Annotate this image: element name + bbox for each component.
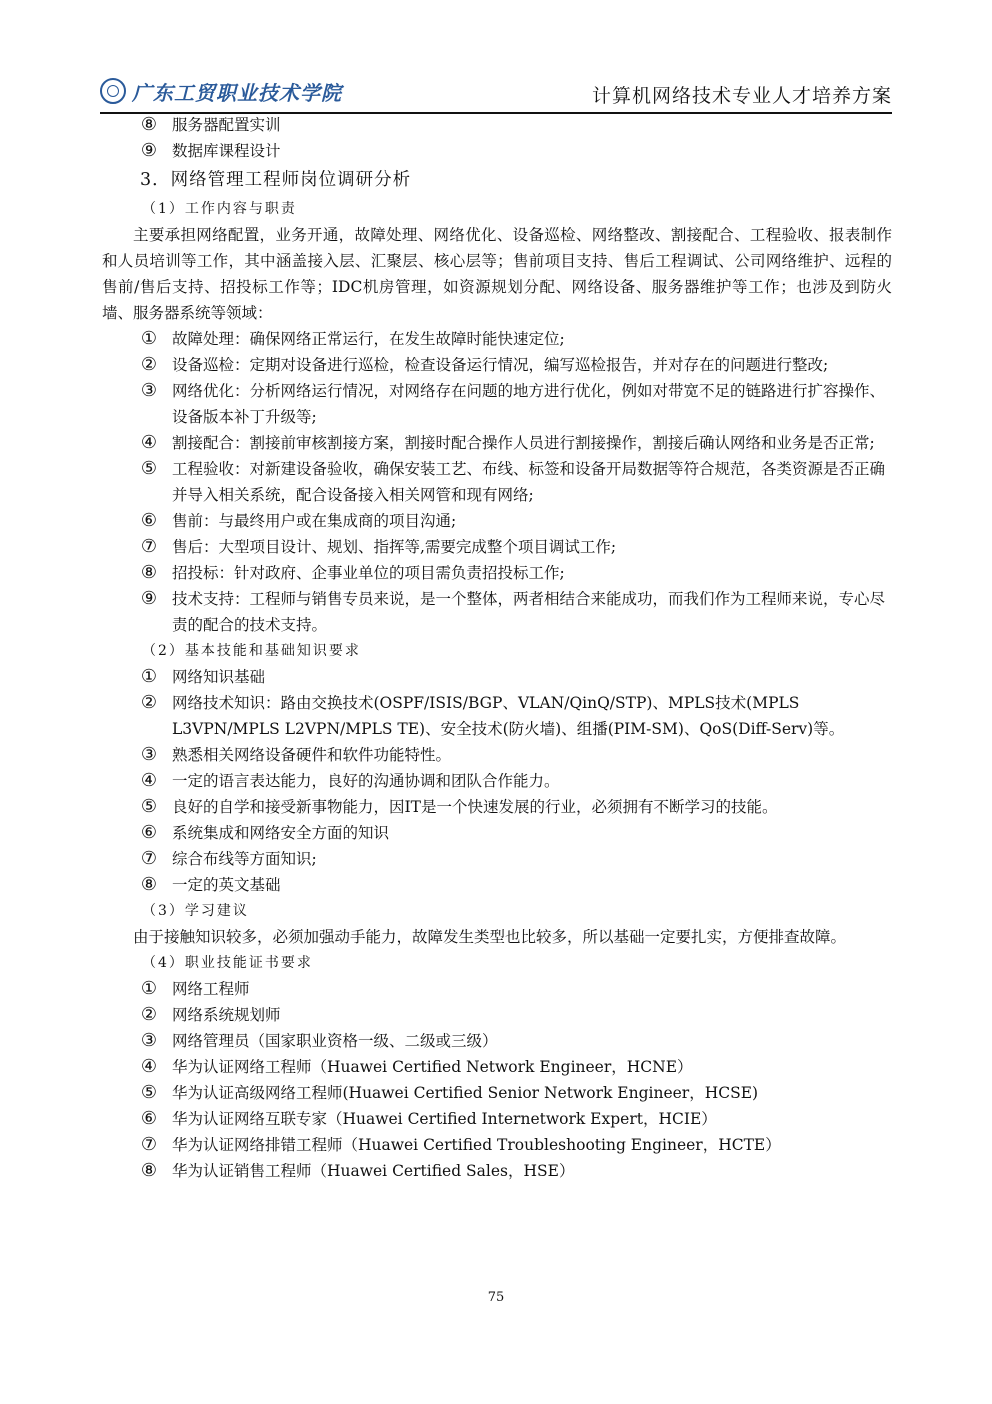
list-item [102,430,892,456]
list-item-number: ⑦ [140,536,158,557]
list-item-number: ⑤ [140,796,158,817]
list-item-text: 招投标：针对政府、企事业单位的项目需负责招投标工作; [172,564,565,582]
list-item [102,794,892,820]
subsection-2-list [102,664,892,898]
list-item-text: 华为认证网络工程师（Huawei Certified Network Engineer，HCNE） [172,1058,693,1076]
list-item-text: 网络知识基础 [172,668,266,686]
list-item [102,1054,892,1080]
list-item-number: ④ [140,1056,158,1077]
list-item [102,976,892,1002]
list-item-text: 售前：与最终用户或在集成商的项目沟通; [172,512,457,530]
list-item [102,508,892,534]
list-item-text: 服务器配置实训 [172,116,281,134]
list-item-text: 设备巡检：定期对设备进行巡检，检查设备运行情况，编写巡检报告，并对存在的问题进行整改; [172,356,829,374]
list-item [102,742,892,768]
list-item-text: 华为认证销售工程师（Huawei Certified Sales，HSE） [172,1162,575,1180]
list-item-number: ② [140,1004,158,1025]
list-item-number: ⑧ [140,874,158,895]
list-item-text: 网络工程师 [172,980,250,998]
list-item-number: ⑧ [140,1160,158,1181]
list-item [102,138,892,164]
list-item-number: ③ [140,744,158,765]
list-item [102,326,892,352]
list-item [102,664,892,690]
list-item [102,846,892,872]
list-item-number: ② [140,354,158,375]
list-item-number: ⑥ [140,1108,158,1129]
list-item-number: ⑨ [140,588,158,609]
list-item [102,690,892,742]
list-item-number: ⑧ [140,562,158,583]
list-item-text: 技术支持：工程师与销售专员来说，是一个整体，两者相结合来能成功，而我们作为工程师来说，专心尽责的配合的技术支持。 [172,590,886,634]
list-item-text: 故障处理：确保网络正常运行，在发生故障时能快速定位; [172,330,565,348]
list-item-text: 网络技术知识：路由交换技术(OSPF/ISIS/BGP、VLAN/QinQ/STP)、MPLS技术(MPLS L3VPN/MPLS L2VPN/MPLS TE)、安全技术(防火墙)、组播(PIM-SM)、QoS(Diff-Serv)等。 [172,694,845,738]
subsection-3-title: （3）学习建议 [142,903,249,919]
list-item-number: ③ [140,380,158,401]
list-item-text: 综合布线等方面知识; [172,850,317,868]
list-item-text: 割接配合：割接前审核割接方案，割接时配合操作人员进行割接操作，割接后确认网络和业务是否正常; [172,434,875,452]
list-item [102,352,892,378]
list-item-text: 华为认证高级网络工程师(Huawei Certified Senior Network Engineer，HCSE) [172,1084,759,1102]
list-item [102,768,892,794]
list-item-text: 系统集成和网络安全方面的知识 [172,824,390,842]
list-item-text: 工程验收：对新建设备验收，确保安装工艺、布线、标签和设备开局数据等符合规范，各类资源是否正确并导入相关系统，配合设备接入相关网管和现有网络; [172,460,886,504]
list-item-text: 华为认证网络互联专家（Huawei Certified Internetwork Expert，HCIE） [172,1110,717,1128]
list-item-text: 一定的英文基础 [172,876,281,894]
list-item [102,1080,892,1106]
list-item-text: 华为认证网络排错工程师（Huawei Certified Troubleshooting Engineer，HCTE） [172,1136,781,1154]
list-item-number: ⑨ [140,140,158,161]
subsection-4-list [102,976,892,1184]
list-item [102,1002,892,1028]
list-item-text: 网络系统规划师 [172,1006,281,1024]
list-item [102,1028,892,1054]
list-item [102,1158,892,1184]
subsection-2-title: （2）基本技能和基础知识要求 [142,643,361,659]
section-title: 3．网络管理工程师岗位调研分析 [140,170,412,190]
college-logo [100,76,342,106]
list-item-text: 售后：大型项目设计、规划、指挥等,需要完成整个项目调试工作; [172,538,617,556]
subsection-4-title: （4）职业技能证书要求 [142,955,313,971]
list-item-number: ⑥ [140,510,158,531]
college-seal-icon [100,78,126,104]
subsection-1-list [102,326,892,638]
subsection-1-title: （1）工作内容与职责 [142,201,297,217]
list-item [102,378,892,430]
list-item-number: ④ [140,770,158,791]
list-item-number: ⑤ [140,458,158,479]
list-item [102,820,892,846]
list-item [102,560,892,586]
page-number: 75 [487,1290,505,1305]
list-item-number: ④ [140,432,158,453]
list-item [102,456,892,508]
list-item [102,872,892,898]
list-item-text: 熟悉相关网络设备硬件和软件功能特性。 [172,746,452,764]
subsection-1-paragraph: 主要承担网络配置，业务开通，故障处理、网络优化、设备巡检、网络整改、割接配合、工程验收、报表制作和人员培训等工作，其中涵盖接入层、汇聚层、核心层等；售前项目支持、售后工程调试、公司网络维护、远程的售前/售后支持、招投标工作等；IDC机房管理，如资源规划分配、网络设备、服务器维护等工作；也涉及到防火墙、服务器系统等领域： [102,226,892,322]
list-item [102,112,892,138]
list-item-text: 网络管理员（国家职业资格一级、二级或三级） [172,1032,498,1050]
list-item-number: ⑦ [140,1134,158,1155]
page-header [100,72,892,114]
list-item [102,1132,892,1158]
list-item-text: 良好的自学和接受新事物能力，因IT是一个快速发展的行业，必须拥有不断学习的技能。 [172,798,778,816]
page-body [102,112,892,1184]
list-item-number: ① [140,666,158,687]
list-item [102,534,892,560]
list-item-number: ② [140,692,158,713]
subsection-3-paragraph: 由于接触知识较多，必须加强动手能力，故障发生类型也比较多，所以基础一定要扎实，方便排查故障。 [133,928,847,946]
top-item-list [102,112,892,164]
list-item-number: ⑤ [140,1082,158,1103]
list-item-number: ⑥ [140,822,158,843]
list-item [102,586,892,638]
list-item-number: ⑦ [140,848,158,869]
list-item-number: ① [140,328,158,349]
header-title: 计算机网络技术专业人才培养方案 [591,85,892,107]
list-item [102,1106,892,1132]
list-item-text: 网络优化：分析网络运行情况，对网络存在问题的地方进行优化，例如对带宽不足的链路进行扩容操作、设备版本补丁升级等; [172,382,886,426]
logo-text: 广东工贸职业技术学院 [132,80,342,105]
list-item-text: 一定的语言表达能力，良好的沟通协调和团队合作能力。 [172,772,560,790]
list-item-number: ⑧ [140,114,158,135]
list-item-number: ① [140,978,158,999]
list-item-number: ③ [140,1030,158,1051]
list-item-text: 数据库课程设计 [172,142,281,160]
